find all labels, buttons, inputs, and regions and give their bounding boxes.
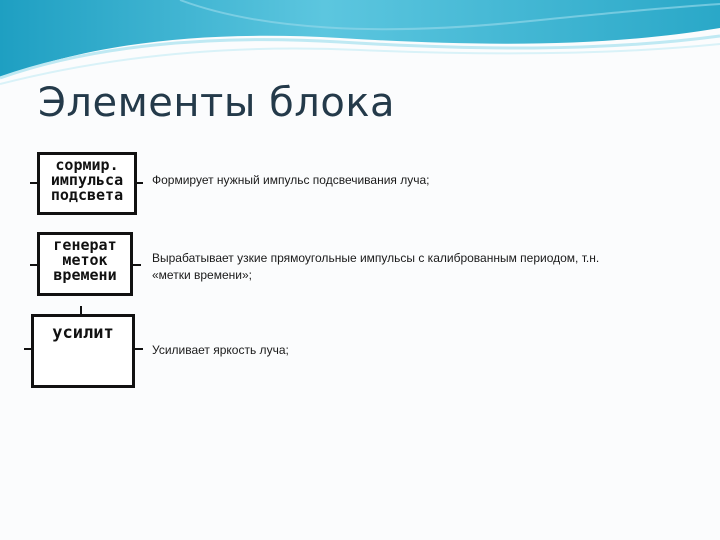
block-diagram-time-marks-generator [37,232,133,296]
block-output-line [137,182,143,184]
block-top-input-line [80,306,82,314]
block-text-line: генерат [53,236,117,254]
block-diagram-pulse-former [37,152,137,215]
description-line: Вырабатывает узкие прямоугольные импульсы с калиброванным периодом, т.н. [152,251,600,265]
block-text-line: сормир. [55,156,119,174]
block-text-line: усилит [52,323,114,343]
slide-title: Элементы блока [38,80,396,126]
block-description [152,250,692,284]
block-text-line: меток [62,251,108,269]
block-description: Усиливает яркость луча; [152,343,289,357]
block-text-line: времени [53,266,117,284]
block-diagram-amplifier [31,314,135,388]
block-text-line: подсвета [50,186,124,204]
header-wave-decoration [0,0,720,90]
block-text-line: импульса [50,171,124,189]
block-output-line [133,264,141,266]
block-description: Формирует нужный импульс подсвечивания луча; [152,173,430,187]
description-line: «метки времени»; [152,268,252,282]
block-output-line [135,348,143,350]
